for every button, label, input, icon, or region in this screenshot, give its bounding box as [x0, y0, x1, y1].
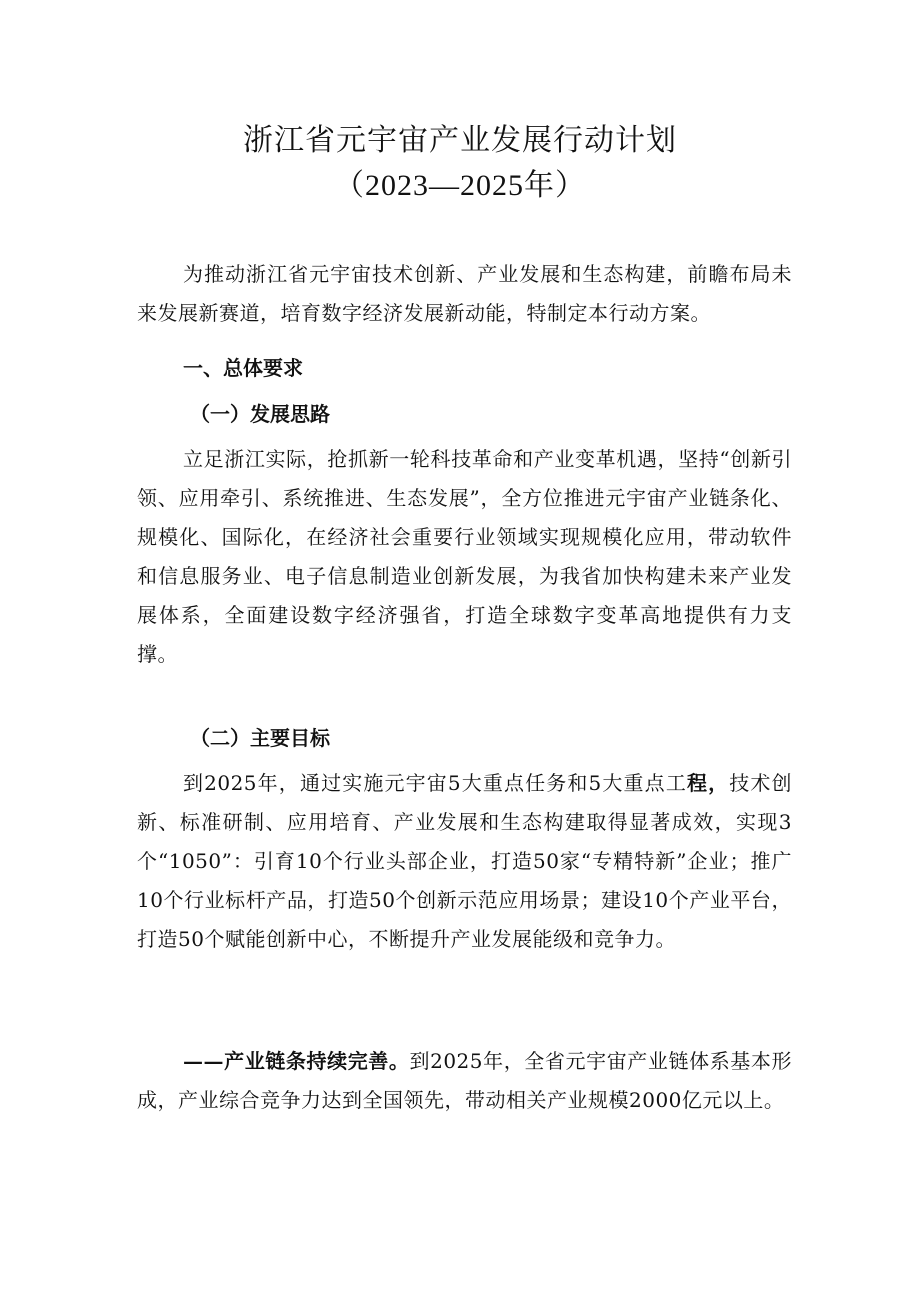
main-goals-paragraph: [137, 764, 792, 959]
section-heading-general-requirements: 一、总体要求: [183, 356, 303, 380]
intro-paragraph: 为推动浙江省元宇宙技术创新、产业发展和生态构建，前瞻布局未来发展新赛道，培育数字经济发展新动能，特制定本行动方案。: [137, 262, 792, 325]
document-title-years: （2023—2025年）: [334, 169, 586, 202]
subsection-heading-development-ideas: （一）发展思路: [190, 402, 330, 426]
goal-industrial-chain-lead: ——产业链条持续完善。: [183, 1049, 410, 1073]
goal-industrial-chain-paragraph: [137, 1042, 792, 1120]
subsection-heading-main-goals: （二）主要目标: [190, 726, 330, 750]
main-goals-bold-char: 程，: [686, 771, 730, 795]
document-title: 浙江省元宇宙产业发展行动计划: [243, 123, 677, 158]
main-goals-text-2: 技术创新、标准研制、应用培育、产业发展和生态构建取得显著成效，实现3个“1050”：引育10个行业头部企业，打造50家“专精特新”企业；推广10个行业标杆产品，打造50个创新示范应用场景；建设10个产业平台，打造50个赋能创新中心，不断提升产业发展能级和竞争力。: [137, 771, 793, 951]
main-goals-text-1: 到2025年，通过实施元宇宙5大重点任务和5大重点工: [183, 771, 687, 795]
goal-industrial-chain-body: 到2025年，全省元宇宙产业链体系基本形成，产业综合竞争力达到全国领先，带动相关产业规模2000亿元以上。: [137, 1049, 792, 1112]
development-ideas-paragraph: 立足浙江实际，抢抓新一轮科技革命和产业变革机遇，坚持“创新引领、应用牵引、系统推进、生态发展”，全方位推进元宇宙产业链条化、规模化、国际化，在经济社会重要行业领域实现规模化应用，带动软件和信息服务业、电子信息制造业创新发展，为我省加快构建未来产业发展体系，全面建设数字经济强省，打造全球数字变革高地提供有力支撑。: [137, 447, 792, 666]
